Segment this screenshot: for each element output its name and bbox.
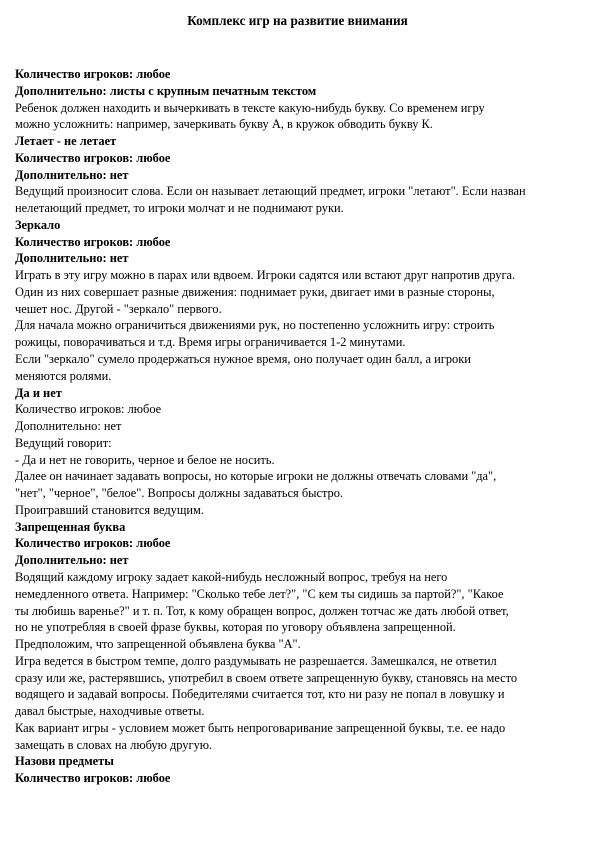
text-line: Один из них совершает разные движения: поднимает руки, двигает ими в разные стороны, — [15, 284, 495, 299]
section-line-bold: Назови предметы — [15, 754, 114, 769]
text-line: сразу или же, растерявшись, употребил в своем ответе запрещенную букву, становясь на место — [15, 670, 518, 685]
section-line-bold: Зеркало — [15, 217, 61, 232]
text-line: нелетающий предмет, то игроки молчат и не поднимают руки. — [15, 201, 344, 216]
text-line: немедленного ответа. Например: "Сколько тебе лет?", "С кем ты сидишь за партой?", "Какое — [15, 586, 504, 601]
text-line: Количество игроков: любое — [15, 402, 162, 417]
page-title: Комплекс игр на развитие внимания — [187, 13, 408, 28]
text-line: Водящий каждому игроку задает какой-нибудь несложный вопрос, требуя на него — [15, 569, 448, 584]
section-line-bold: Количество игроков: любое — [15, 67, 171, 81]
text-line: ты любишь варенье?" и т. п. Тот, к кому обращен вопрос, должен тотчас же дать любой ответ, — [15, 603, 509, 618]
section-line-bold: Запрещенная буква — [15, 519, 126, 534]
section-line-bold: Количество игроков: любое — [15, 771, 171, 786]
text-line: Игра ведется в быстром темпе, долго раздумывать не разрешается. Замешкался, не ответил — [15, 653, 497, 668]
text-line: Предположим, что запрещенной объявлена буква "А". — [15, 637, 301, 652]
text-line: Для начала можно ограничиться движениями рук, но постепенно усложнить игру: строить — [15, 318, 495, 333]
text-line: меняются ролями. — [15, 368, 112, 383]
section-line-bold: Да и нет — [15, 385, 62, 400]
section-line-bold: Дополнительно: нет — [15, 167, 129, 182]
section-line-bold: Дополнительно: листы с крупным печатным текстом — [15, 83, 317, 98]
section-line-bold: Количество игроков: любое — [15, 150, 171, 165]
text-line: Если "зеркало" сумело продержаться нужное время, оно получает один балл, а игроки — [15, 352, 471, 367]
text-line: Дополнительно: нет — [15, 419, 122, 434]
section-line-bold: Дополнительно: нет — [15, 251, 129, 266]
document-body — [15, 66, 583, 787]
text-line: замещать в словах на любую другую. — [15, 737, 213, 752]
text-line: можно усложнить: например, зачеркивать букву А, в кружок обводить букву К. — [15, 117, 433, 132]
section-line-bold: Количество игроков: любое — [15, 234, 171, 249]
text-line: Ведущий говорит: — [15, 435, 112, 450]
text-line: Играть в эту игру можно в парах или вдвоем. Игроки садятся или встают друг напротив друга. — [15, 268, 516, 283]
text-line: Ребенок должен находить и вычеркивать в тексте какую-нибудь букву. Со временем игру — [15, 100, 485, 115]
text-line: рожицы, поворачиваться и т.д. Время игры ограничивается 1-2 минутами. — [15, 335, 406, 350]
section-line-bold: Дополнительно: нет — [15, 553, 129, 568]
text-line: "нет", "черное", "белое". Вопросы должны задаваться быстро. — [15, 486, 344, 501]
text-line: Как вариант игры - условием может быть непроговаривание запрещенной буквы, т.е. ее надо — [15, 720, 506, 735]
text-line: но не употребляя в своей фразе буквы, которая по уговору объявлена запрещенной. — [15, 620, 456, 635]
section-line-bold: Количество игроков: любое — [15, 536, 171, 551]
text-line: чешет нос. Другой - "зеркало" первого. — [15, 301, 222, 316]
text-line: водящего и задавай вопросы. Победителями считается тот, кто ни разу не попал в ловушку и — [15, 687, 505, 702]
text-line: Далее он начинает задавать вопросы, но которые игроки не должны отвечать словами "да", — [15, 469, 497, 484]
text-line: - Да и нет не говорить, черное и белое не носить. — [15, 452, 275, 467]
section-line-bold: Летает - не летает — [15, 134, 117, 149]
text-line: давал быстрые, находчивые ответы. — [15, 704, 205, 719]
text-line: Проигравший становится ведущим. — [15, 502, 204, 517]
text-line: Ведущий произносит слова. Если он называет летающий предмет, игроки "летают". Если назван — [15, 184, 526, 199]
